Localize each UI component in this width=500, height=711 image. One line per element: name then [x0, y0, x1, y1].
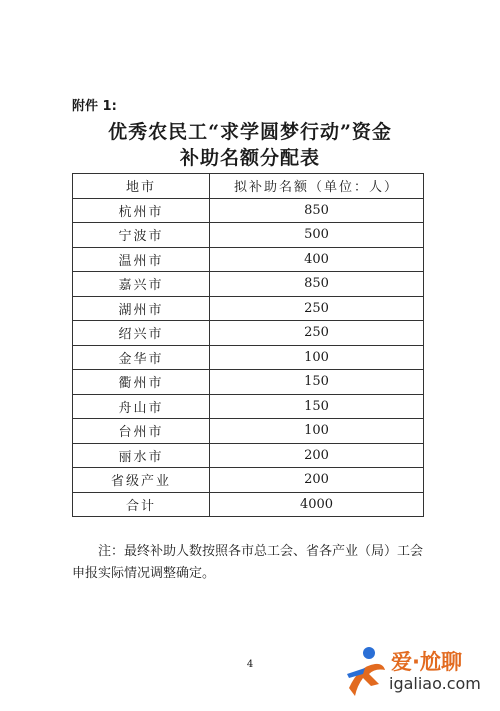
quota-cell: 850	[210, 272, 424, 297]
page-number: 4	[246, 659, 254, 670]
header-quota: 拟补助名额（单位：人）	[210, 174, 424, 199]
quota-cell: 200	[210, 443, 424, 468]
quota-cell: 500	[210, 223, 424, 248]
quota-cell: 100	[210, 419, 424, 444]
watermark-brand: 爱·尬聊	[391, 650, 462, 674]
total-label-cell: 合计	[73, 492, 210, 517]
table-row	[73, 247, 424, 272]
quota-cell: 400	[210, 247, 424, 272]
city-cell: 金华市	[73, 345, 210, 370]
attachment-label: 附件 1:	[72, 99, 117, 114]
table-row	[73, 321, 424, 346]
table-row	[73, 272, 424, 297]
city-cell: 宁波市	[73, 223, 210, 248]
table-row	[73, 468, 424, 493]
document-title-line1: 优秀农民工“求学圆梦行动”资金	[108, 121, 392, 143]
table-row	[73, 443, 424, 468]
quota-cell: 850	[210, 198, 424, 223]
table-total-row	[73, 492, 424, 517]
table-row	[73, 394, 424, 419]
city-cell: 丽水市	[73, 443, 210, 468]
city-cell: 舟山市	[73, 394, 210, 419]
table-row	[73, 223, 424, 248]
quota-cell: 150	[210, 394, 424, 419]
city-cell: 嘉兴市	[73, 272, 210, 297]
city-cell: 温州市	[73, 247, 210, 272]
city-cell: 衢州市	[73, 370, 210, 395]
table-row	[73, 296, 424, 321]
quota-cell: 250	[210, 296, 424, 321]
allocation-table	[72, 173, 424, 517]
table-row	[73, 419, 424, 444]
site-watermark	[345, 642, 495, 702]
city-cell: 绍兴市	[73, 321, 210, 346]
quota-cell: 200	[210, 468, 424, 493]
watermark-url: igaliao.com	[389, 674, 481, 693]
city-cell: 省级产业	[73, 468, 210, 493]
quota-cell: 150	[210, 370, 424, 395]
table-row	[73, 198, 424, 223]
quota-cell: 250	[210, 321, 424, 346]
table-row	[73, 345, 424, 370]
city-cell: 湖州市	[73, 296, 210, 321]
total-value-cell: 4000	[210, 492, 424, 517]
city-cell: 杭州市	[73, 198, 210, 223]
document-title-line2: 补助名额分配表	[179, 147, 320, 169]
city-cell: 台州市	[73, 419, 210, 444]
header-city: 地市	[73, 174, 210, 199]
table-row	[73, 370, 424, 395]
quota-cell: 100	[210, 345, 424, 370]
running-person-logo-icon	[345, 644, 389, 700]
table-header-row	[73, 174, 424, 199]
footnote: 注：最终补助人数按照各市总工会、省各产业（局）工会申报实际情况调整确定。	[72, 544, 424, 581]
